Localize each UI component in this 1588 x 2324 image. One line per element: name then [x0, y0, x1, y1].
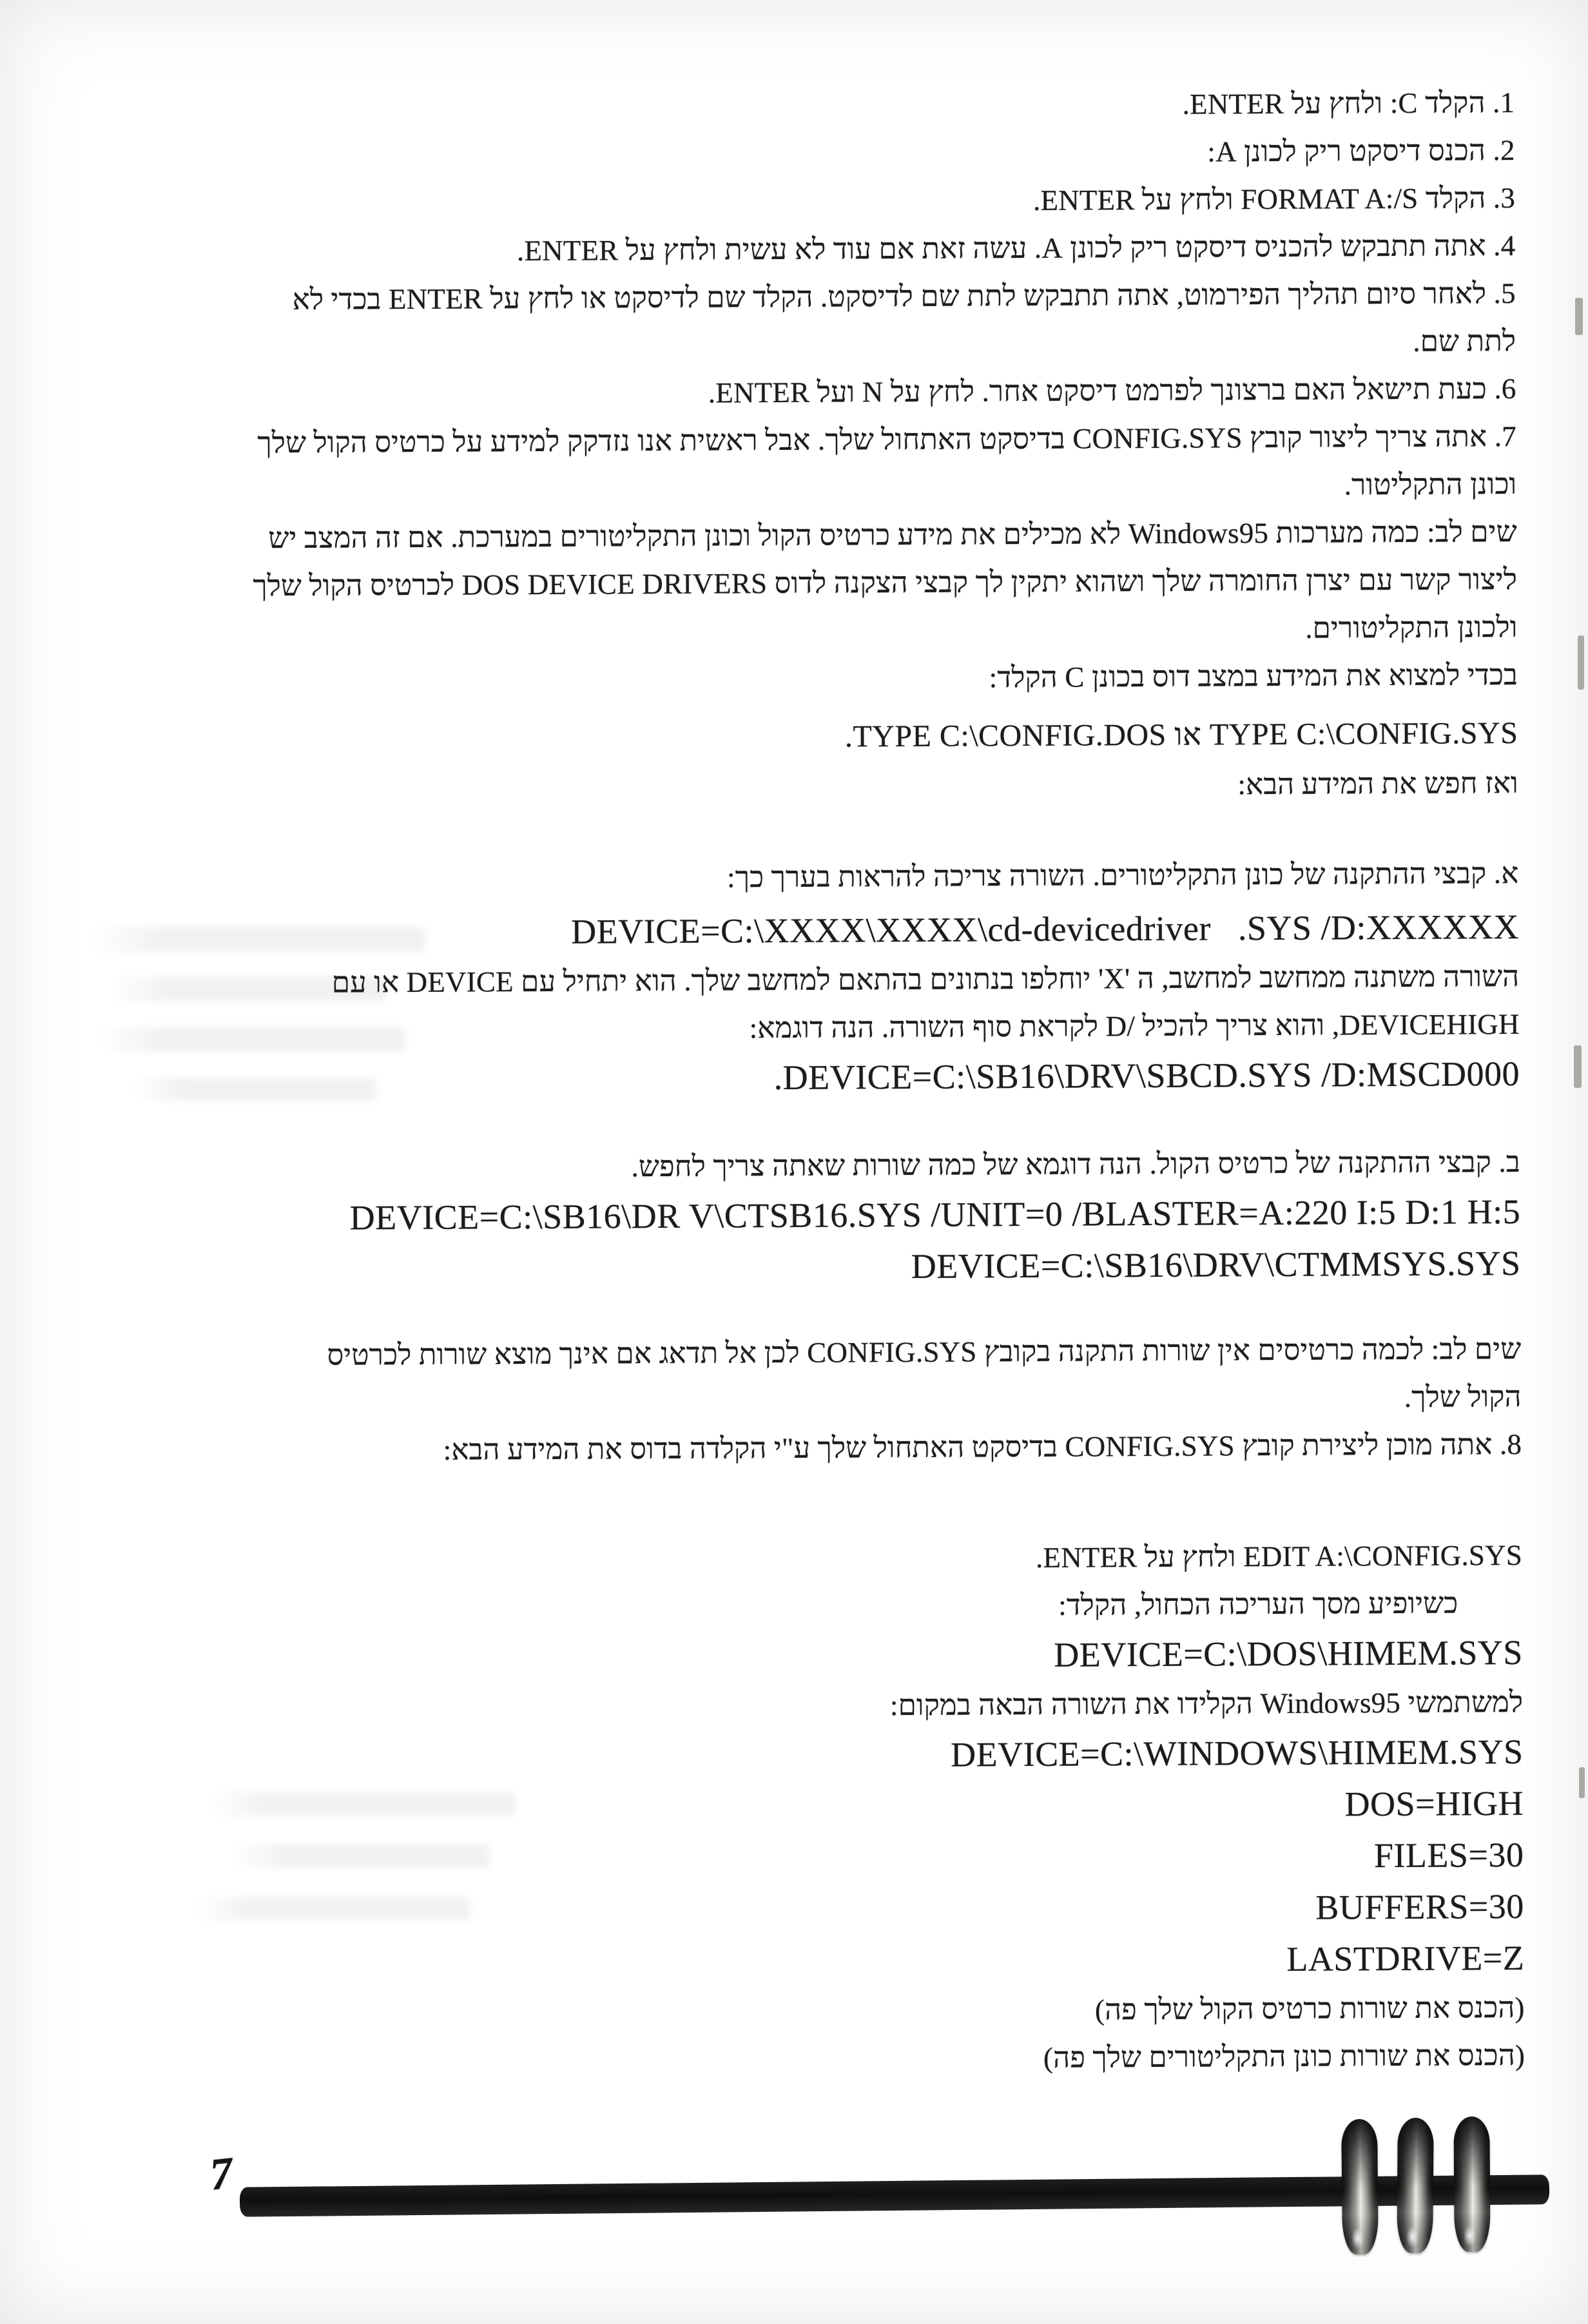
doc-line: השורה משתנה ממחשב למחשב, ה 'X' יוחלפו בנתונים בהתאם למחשב שלך. הוא יתחיל עם DEVICE או עם — [331, 960, 1520, 999]
doc-line-dos-command: EDIT A:\CONFIG.SYS ולחץ על ENTER. — [1035, 1538, 1523, 1574]
doc-line-dos-command: FILES=30 — [1373, 1835, 1524, 1875]
doc-line: וכונן התקליטור. — [1344, 467, 1517, 501]
doc-line-dos-command: DEVICE=C:\XXXX\XXXX\cd-devicedriver .SYS /D:XXXXXX — [570, 907, 1520, 951]
doc-line: (הכנס את שורות כונן התקליטורים שלך פה) — [1043, 2038, 1525, 2074]
doc-line-dos-command: DEVICE=C:\SB16\DRV\CTMMSYS.SYS — [911, 1243, 1521, 1286]
doc-line: הקול שלך. — [1404, 1380, 1522, 1413]
doc-line: 8. אתה מוכן ליצירת קובץ CONFIG.SYS בדיסקט האתחול שלך ע"י הקלדה בדוס את המידע הבא: — [443, 1428, 1522, 1466]
doc-line-dos-command: BUFFERS=30 — [1315, 1886, 1525, 1927]
doc-line-dos-command: DOS=HIGH — [1344, 1783, 1524, 1824]
page-number: 7 — [208, 2148, 235, 2200]
scan-speck — [1578, 635, 1584, 690]
pushpin-icon — [1397, 2118, 1433, 2253]
doc-line: (הכנס את שורות כרטיס הקול שלך פה) — [1094, 1991, 1525, 2026]
doc-line: כשיופיע מסך העריכה הכחול, הקלד: — [1058, 1587, 1458, 1622]
doc-line: DEVICEHIGH, והוא צריך להכיל /D לקראת סוף השורה. הנה דוגמא: — [749, 1007, 1520, 1045]
doc-line: 4. אתה תתבקש להכניס דיסקט ריק לכונן A. עשה זאת אם עוד לא עשית ולחץ על ENTER. — [516, 229, 1516, 267]
doc-line: ולכונן התקליטורים. — [1305, 610, 1518, 644]
doc-line: א. קבצי ההתקנה של כונן התקליטורים. השורה צריכה להראות בערך כך: — [726, 857, 1519, 894]
doc-line: ב. קבצי ההתקנה של כרטיס הקול. הנה דוגמא של כמה שורות שאתה צריך לחפש. — [631, 1145, 1520, 1183]
doc-line-dos-command: DEVICE=C:\WINDOWS\HIMEM.SYS — [950, 1732, 1524, 1774]
document-body — [58, 79, 1525, 2087]
doc-line: שים לב: כמה מערכות Windows95 לא מכילים את מידע כרטיס הקול וכונן התקליטורים במערכת. אם זה המצב יש — [268, 515, 1517, 555]
doc-line: 2. הכנס דיסקט ריק לכונן A: — [1207, 133, 1515, 168]
doc-line: ואז חפש את המידע הבא: — [1237, 766, 1518, 801]
doc-line: לתת שם. — [1413, 324, 1516, 358]
pushpin-icon — [1453, 2116, 1490, 2252]
doc-line: 1. הקלד C: ולחץ על ENTER. — [1182, 86, 1515, 121]
scan-speck — [1575, 298, 1583, 335]
pushpin-icon — [1341, 2119, 1379, 2254]
doc-line: למשתמשי Windows95 הקלידו את השורה הבאה במקום: — [889, 1685, 1524, 1722]
scan-speck — [1574, 1045, 1582, 1088]
doc-line: 7. אתה צריך ליצור קובץ CONFIG.SYS בדיסקט האתחול שלך. אבל ראשית אנו נזדקק למידע על כרטיס הקול שלך — [257, 420, 1517, 460]
doc-line-dos-command: DEVICE=C:\SB16\DR V\CTSB16.SYS /UNIT=0 /BLASTER=A:220 I:5 D:1 H:5 — [349, 1192, 1521, 1237]
scan-speck — [1579, 1767, 1585, 1798]
doc-line-dos-command: LASTDRIVE=Z — [1286, 1938, 1525, 1979]
doc-line: ליצור קשר עם יצרן החומרה שלך ושהוא יתקין לך קבצי הצקנה לדוס DOS DEVICE DRIVERS לכרטיס הקול שלך — [253, 563, 1518, 603]
doc-line: בכדי למצוא את המידע במצב דוס בכונן C הקלד: — [989, 658, 1518, 694]
doc-line: 6. כעת תישאל האם ברצונך לפרמט דיסקט אחר. לחץ על N ועל ENTER. — [708, 372, 1516, 409]
doc-line-dos-command: DEVICE=C:\SB16\DRV\SBCD.SYS /D:MSCD000. — [773, 1054, 1520, 1098]
doc-line: שים לב: לכמה כרטיסים אין שורות התקנה בקובץ CONFIG.SYS לכן אל תדאג אם אינך מוצא שורות לכרטיס — [327, 1332, 1522, 1371]
doc-line-dos-command: TYPE C:\CONFIG.SYS או TYPE C:\CONFIG.DOS. — [844, 715, 1518, 754]
doc-line: 3. הקלד FORMAT A:/S ולחץ על ENTER. — [1032, 181, 1516, 217]
doc-line: 5. לאחר סיום תהליך הפירמוט, אתה תתבקש לתת שם לדיסקט. הקלד שם לדיסקט או לחץ על ENTER בכדי לא — [292, 276, 1516, 316]
doc-line-dos-command: DEVICE=C:\DOS\HIMEM.SYS — [1054, 1632, 1523, 1674]
